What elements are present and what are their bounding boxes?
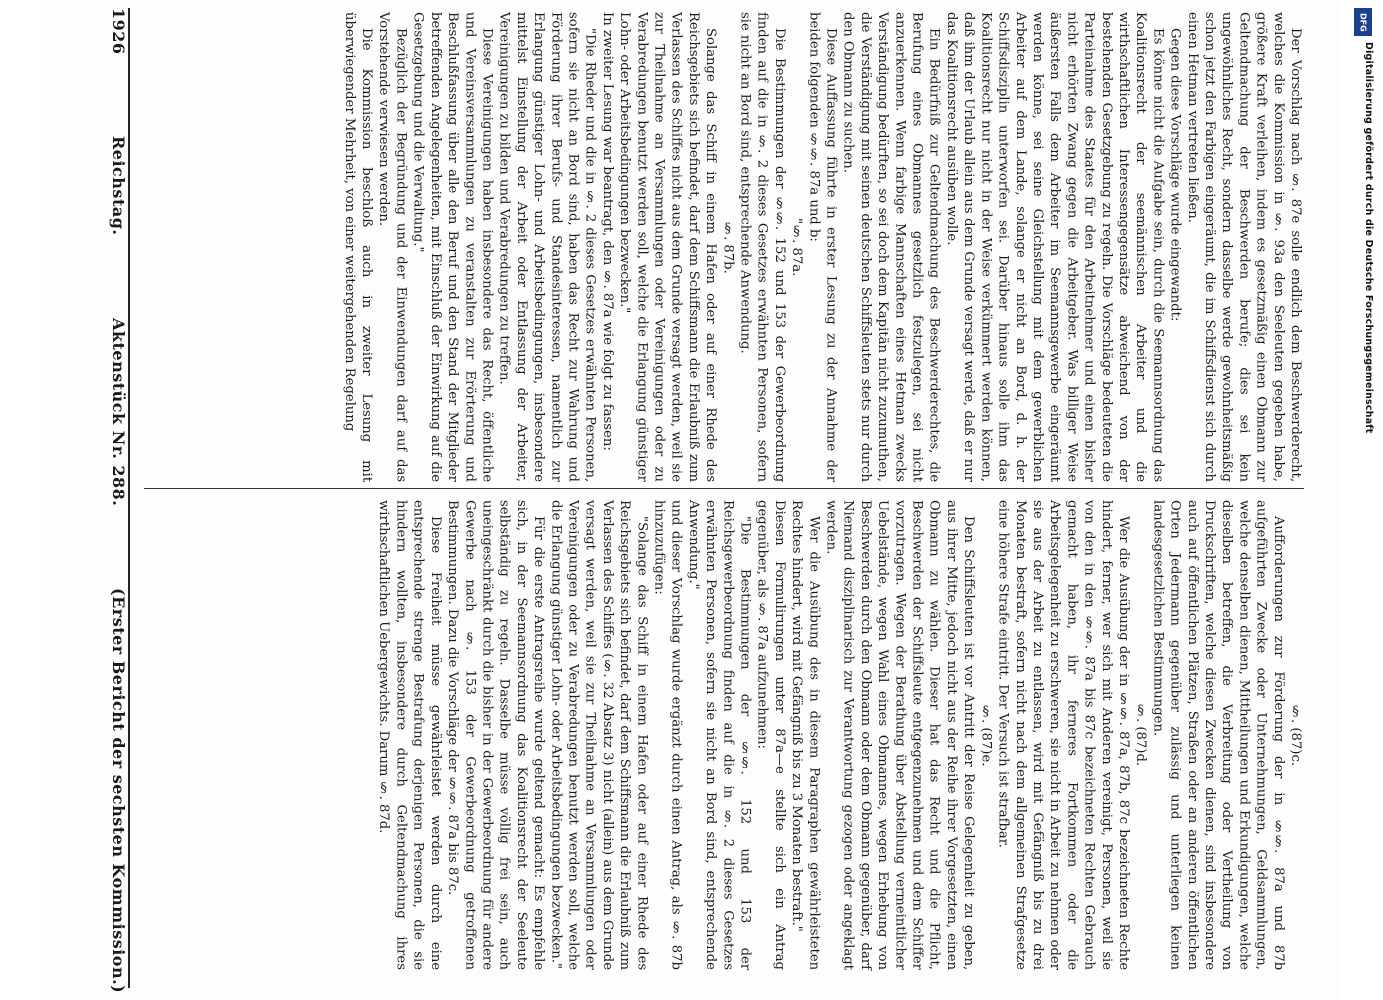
paragraph: "Die Rheder und die in §. 2 dieses Gesetzes erwähnten Personen, sofern sie nicht an Bord sind, haben das Recht zur Wahrung und Förderung ihrer Berufs- und Standesinteressen, namentlich zur Erlangung günstiger Lohn- und Arbeitsbedingungen, insbesondere mittelst Einstellung der Arbeit oder Entlassung der Arbeiter, Vereinigungen zu bilden und Verabredungen zu treffen. [496, 12, 598, 482]
dfg-logo: DFG [1354, 8, 1372, 36]
paragraph: Wer die Ausübung des in diesem Paragraphen gewährleisteten Rechtes hindert, wird mit Gefängniß bis zu 3 Monaten bestraft." [789, 500, 822, 970]
paragraph: Diese Vereinigungen haben insbesondere das Recht, öffentliche und Vereinsversammlungen zu veranstalten zur Erörterung und Beschlußfassung über alle den Beruf und den Stand der Mitglieder betreffenden Angelegenheiten, mit Einschluß der Einwirkung auf die Gesetzgebung und die Verwaltung." [410, 12, 495, 482]
paragraph: Für die erste Antragsreihe wurde geltend gemacht: Es empfehle sich, in der Seemannsordnung das Koalitionsrecht der Seeleute selbständig zu regeln. Dasselbe müsse völlig frei sein, auch uneingeschränkt durch die bisher in der Gewerbeordnung für andere Gewerbe nach §. 153 der Gewerbeordnung getroffenen Bestimmungen. Dazu die Vorschläge der §§. 87a bis 87c. [445, 500, 547, 970]
paragraph: Diese Freiheit müsse gewährleistet werden durch eine entsprechende strenge Bestrafung derjenigen Personen, die sie hindern wollten, insbesondere durch Geltendmachung ihres wirthschaftlichen Uebergewichts. Darum §. 87d. [376, 500, 443, 970]
paragraph: Es könne nicht die Aufgabe sein, durch die Seemannsordnung das Koalitionsrecht der seemännischen Arbeiter und die wirthschaftlichen Interessengegensätze abweichend von der bestehenden Gesetzgebung zu regeln. Die Vorschläge bedeuteten die Parteinahme des Staates für den Arbeitnehmer und einen bisher nicht erhörten Zwang gegen die Arbeitgeber. Was billiger Weise äußersten Falls dem Arbeiter im Seemannsgewerbe eingeräumt werden könne, sei seine Gleichstellung mit dem gewerblichen Arbeiter auf dem Lande, solange er nicht an Bord, d. h. der Schiffsdisziplin unterworfen sei. Darüber hinaus solle ihm das Koalitionsrecht nur nicht in der Weise verkümmert werden können, daß ihm der Urlaub allein aus dem Grunde versagt werde, daß er nur das Koalitionsrecht ausüben wolle. [943, 12, 1166, 482]
paragraph: und dieser Vorschlag wurde ergänzt durch einen Antrag, als §. 87b hinzuzufügen: [651, 500, 684, 970]
paragraph: Diesen Formulirungen unter 87a—e stellte sich ein Antrag gegenüber, als §. 87a aufzunehmen: [754, 500, 787, 970]
paragraph: Diese Auffassung führte in erster Lesung zu der Annahme der beiden folgenden §§. 87a und b: [806, 12, 839, 482]
paragraph: "Solange das Schiff in einem Hafen oder auf einer Rhede des Reichsgebiets sich befindet, darf dem Schiffsmann die Erlaubniß zum Verlassen des Schiffes (§. 32 Absatz 3) nicht (allein) aus dem Grunde versagt werden, weil sie zur Theilnahme an Versammlungen oder Vereinigungen oder zu Verabredungen benutzt werden soll, welche die Erlangung günstiger Lohn- oder Arbeitsbedingungen bezwecken." [548, 500, 650, 970]
page-number: 1926 [109, 8, 128, 55]
section-heading: §. (87)c. [1288, 703, 1303, 767]
header-subtitle: (Erster Bericht der sechsten Kommission.) [109, 587, 128, 993]
scanned-page [40, 0, 1340, 1000]
paragraph: Die Kommission beschloß auch in zweiter Lesung mit überwiegender Mehrheit, von einer weitergehenden Regelung [341, 12, 375, 482]
section-heading: §. (87)e. [978, 703, 994, 767]
paragraph: Solange das Schiff in einem Hafen oder auf einer Rhede des Reichsgebiets sich befindet, darf dem Schiffsmann die Erlaubniß zum Verlassen des Schiffes nicht aus dem Grunde versagt werden, weil sie zur Theilnahme an Versammlungen oder Vereinigungen oder zu Verabredungen benutzt werden soll, welche die Erlangung günstiger Lohn- oder Arbeitsbedingungen bezwecken." [617, 12, 719, 482]
section-heading: §. (87)d. [1133, 703, 1149, 767]
section-heading: §. 87b. [720, 220, 736, 274]
paragraph: Der Vorschlag nach §. 87e solle endlich dem Beschwerderecht, welches die Kommission in §. 93a den Seeleuten gegeben habe, größere Kraft verleihen, indem es gesetzmäßig einen Obmann zur Geltendmachung der Beschwerden berufe; dies sei kein ungewöhnliches Recht, sondern dasselbe werde gewohnheitsmäßig schon jetzt den Farbigen eingeräumt, die im Schiffsdienst sich durch einen Hetman vertreten ließen. [1184, 12, 1303, 482]
paragraph: Bezüglich der Begründung und der Einwendungen darf auf das Vorstehende verwiesen werden. [376, 12, 409, 482]
paragraph: Ein Bedürfniß zur Geltendmachung des Beschwerderechtes, die Berufung eines Obmannes gesetzlich festzulegen, sei nicht anzuerkennen. Wenn farbige Mannschaften eines Hetman zwecks Verständigung bedürften, so sei doch dem Kapitän nicht zuzumuthen, die Verständigung mit seinen deutschen Schiffsleuten stets nur durch den Obmann zu suchen. [840, 12, 942, 482]
left-column [144, 500, 1304, 970]
header-rule [128, 8, 130, 988]
paragraph: Aufforderungen zur Förderung der in §§. 87a und 87b aufgeführten Zwecke oder Unternehmungen, Geldsammlungen, welche denselben dienen, Mittheilungen und Erkundigungen, welche dieselben betreffen, die Verbreitung oder Vertheilung von Druckschriften, welche diesen Zwecken dienen, sind insbesondere auch auf öffentlichen Plätzen, Straßen oder an anderen öffentlichen Orten Jedermann gegenüber zulässig und unterliegen keinen landesgesetzlichen Bestimmungen. [1150, 500, 1286, 970]
paragraph: In zweiter Lesung war beantragt, den §. 87a wie folgt zu fassen: [599, 12, 615, 451]
paragraph: "Die Bestimmungen der §§. 152 und 153 der Reichsgewerbeordnung finden auf die in §. 2 dieses Gesetzes erwähnten Personen, sofern sie nicht an Bord sind, entsprechende Anwendung." [685, 500, 753, 970]
paragraph: Gegen diese Vorschläge wurde eingewandt: [1167, 27, 1183, 322]
credit-text: Digitalisierung gefördert durch die Deutsche Forschungsgemeinschaft [1363, 42, 1374, 434]
digitization-credit [1352, 8, 1374, 908]
paragraph: Die Bestimmungen der §§. 152 und 153 der Gewerbeordnung finden auf die in §. 2 dieses Gesetzes erwähnten Personen, sofern sie nicht an Bord sind, entsprechende Anwendung. [737, 12, 787, 482]
running-header [102, 8, 128, 993]
paragraph: Den Schiffsleuten ist vor Antritt der Reise Gelegenheit zu geben, aus ihrer Mitte, jedoch nicht aus der Reihe ihrer Vorgesetzten, einen Obmann zu wählen. Dieser hat das Recht und die Pflicht, Beschwerden der Schiffsleute entgegenzunehmen und dem Schiffer vorzutragen. Wegen der Berathung über Abstellung vermeintlicher Uebelstände, wegen Wahl eines Obmannes, wegen Erhebung von Beschwerden durch den Obmann oder dem Obmann gegenüber, darf Niemand disziplinarisch zur Verantwortung gezogen oder angeklagt werden. [823, 500, 977, 970]
column-divider [144, 488, 1304, 489]
header-section: Reichstag. [109, 136, 128, 236]
right-column [144, 12, 1304, 482]
header-title: Aktenstück Nr. 288. [109, 317, 128, 506]
section-heading: "§. 87a. [789, 217, 805, 277]
paragraph: Wer die Ausübung der in §§. 87a, 87b, 87c bezeichneten Rechte hindert, ferner, wer sich mit Anderen vereinigt, Personen, weil sie von den in den §§. 87a bis 87c bezeichneten Rechten Gebrauch gemacht haben, ihr ferneres Fortkommen oder die Arbeitsgelegenheit zu erschweren, sie nicht in Arbeit zu nehmen oder sie aus der Arbeit zu entlassen, wird mit Gefängniß bis zu drei Monaten bestraft, sofern nicht nach dem allgemeinen Strafgesetze eine höhere Strafe eintritt. Der Versuch ist strafbar. [995, 500, 1131, 970]
